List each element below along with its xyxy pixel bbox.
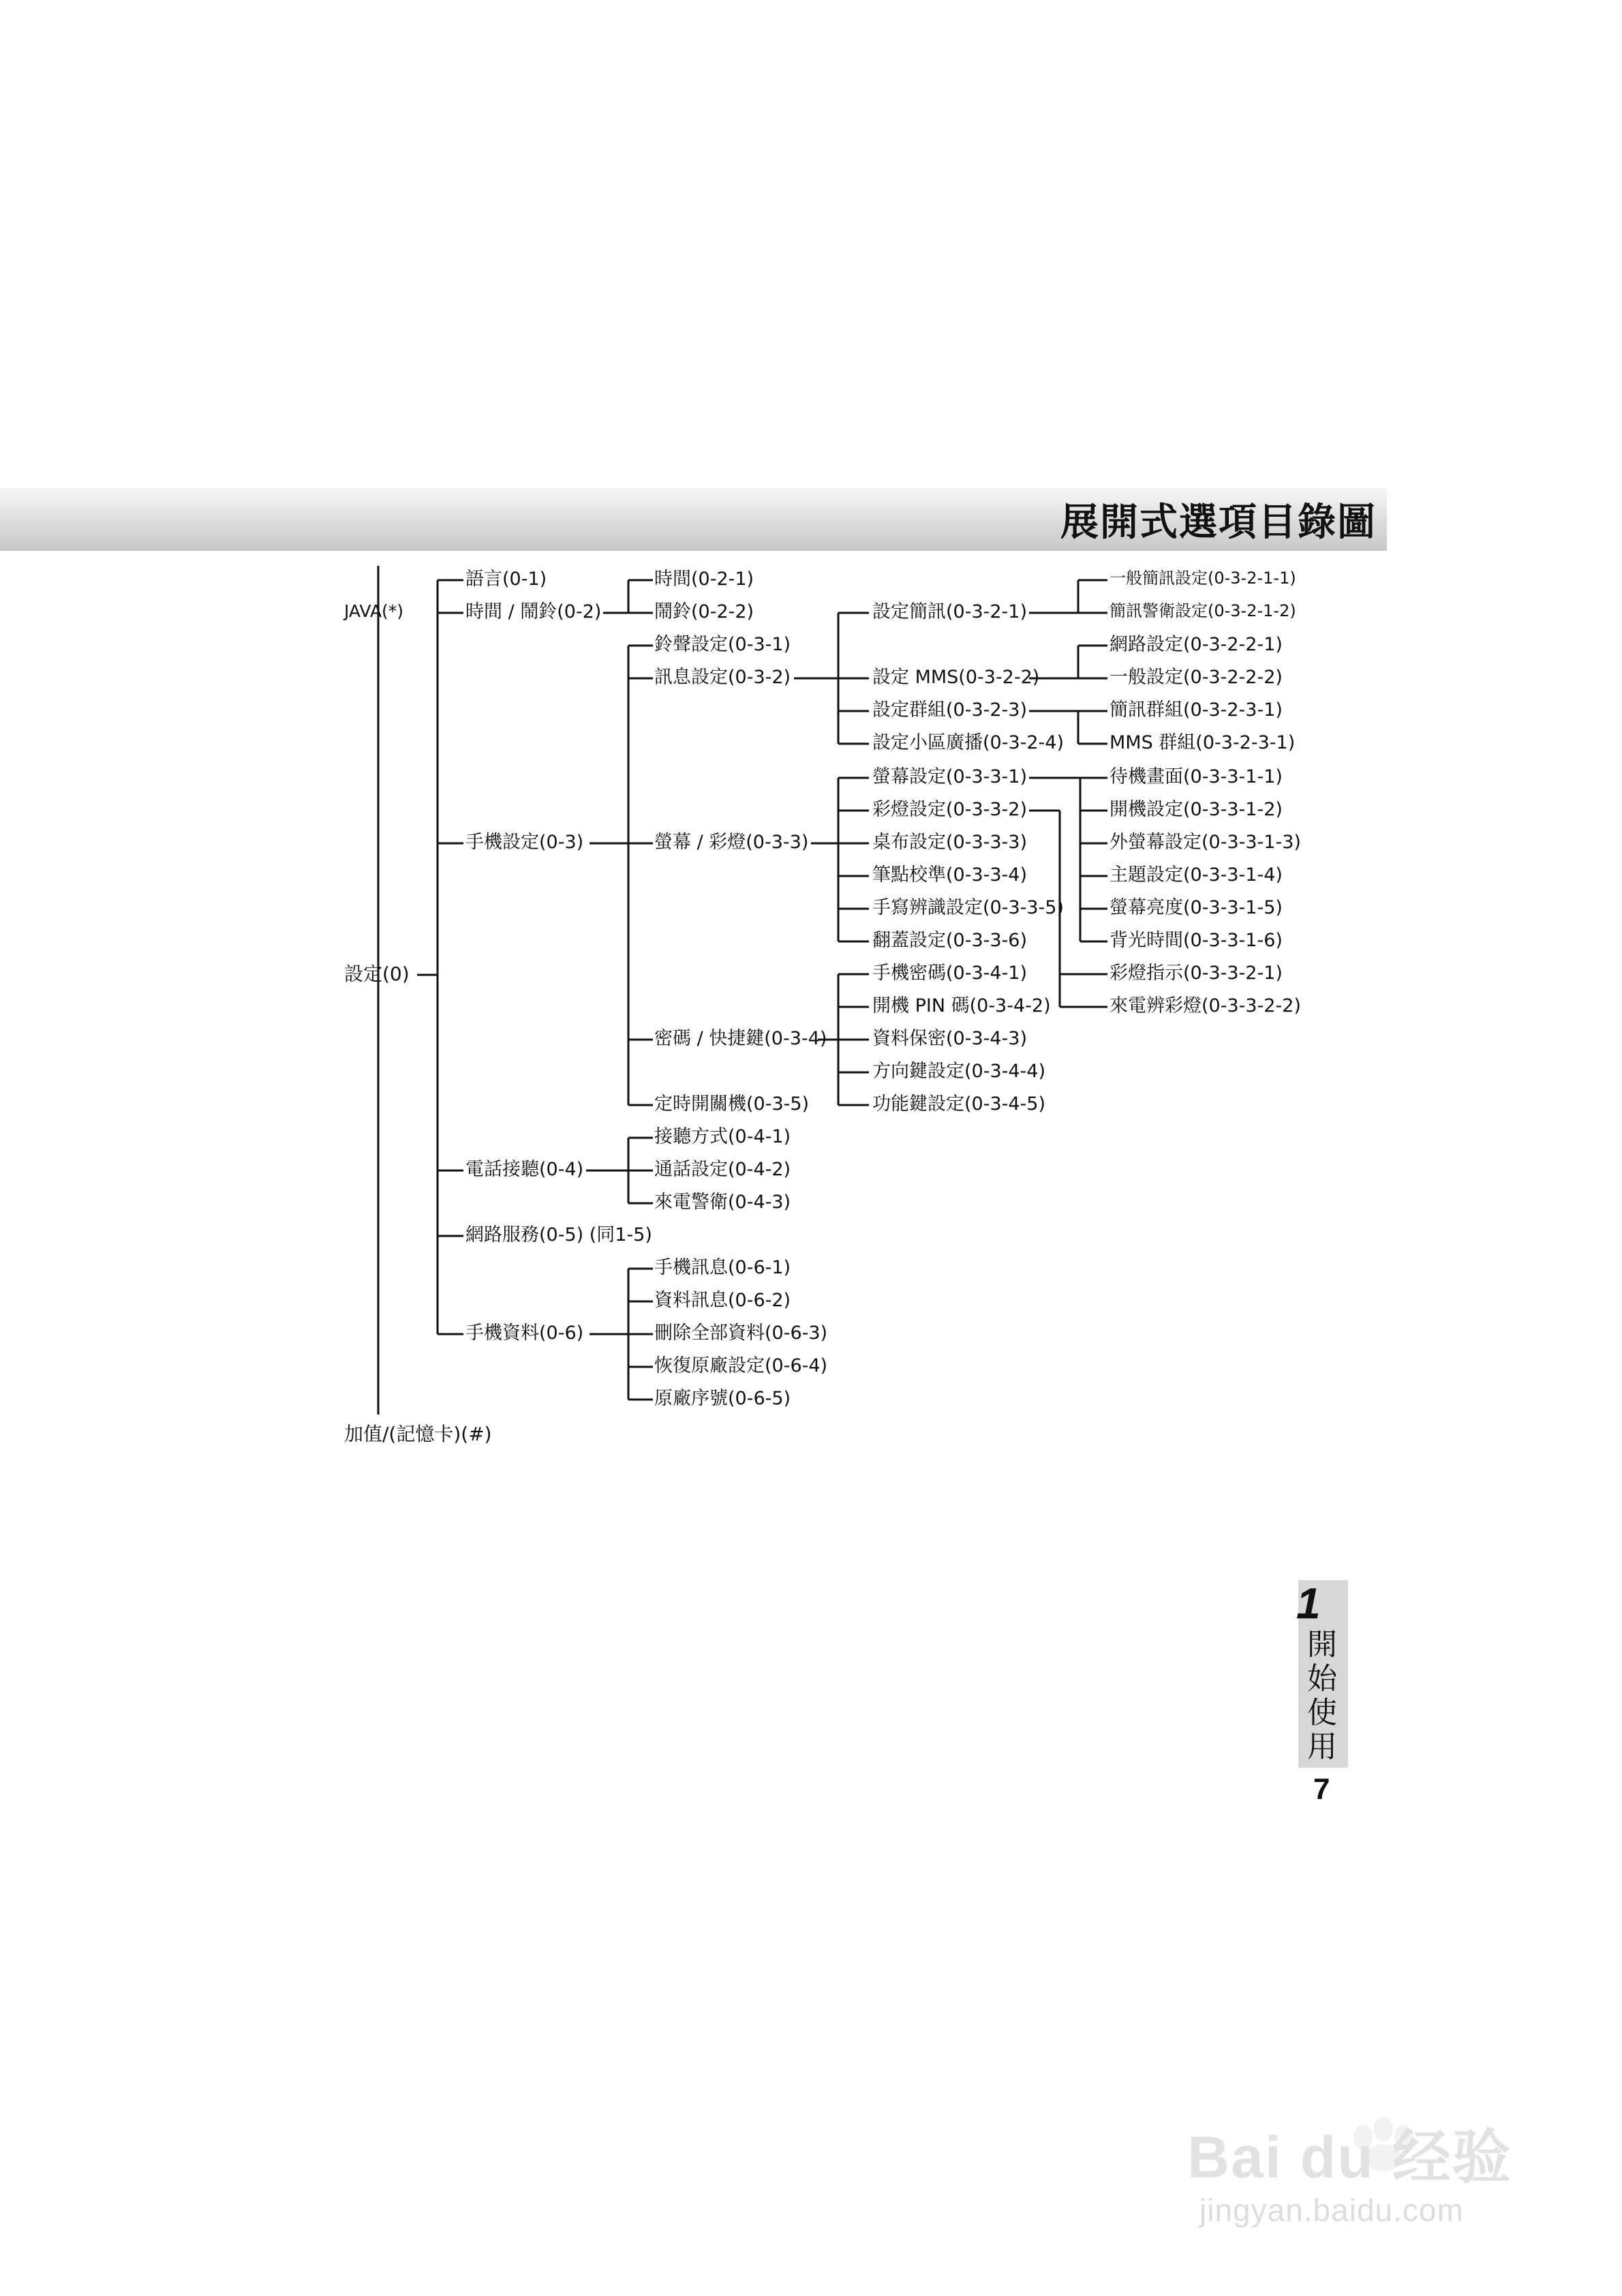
col3-screen-item: 彩燈設定(0-3-3-2) — [872, 799, 1028, 820]
col4-mms-item: 網路設定(0-3-2-2-1) — [1110, 634, 1283, 655]
col2-call-item: 通話設定(0-4-2) — [654, 1159, 791, 1180]
col1-item: 語言(0-1) — [465, 569, 547, 590]
watermark-brand: Bai du 经验 — [1187, 2125, 1512, 2190]
col1-item: 手機設定(0-3) — [465, 832, 584, 853]
col4-sms-item: 一般簡訊設定(0-3-2-1-1) — [1110, 569, 1296, 588]
col3-msg-item: 設定簡訊(0-3-2-1) — [872, 601, 1028, 622]
col4-screen-item: 待機畫面(0-3-3-1-1) — [1110, 766, 1283, 787]
col3-screen-item: 翻蓋設定(0-3-3-6) — [872, 930, 1028, 951]
col3-pw-item: 資料保密(0-3-4-3) — [872, 1028, 1028, 1049]
col2-call-item: 來電警衛(0-4-3) — [654, 1192, 791, 1213]
col3-screen-item: 桌布設定(0-3-3-3) — [872, 832, 1028, 853]
col3-msg-item: 設定群組(0-3-2-3) — [872, 699, 1028, 721]
col1-item: 手機資料(0-6) — [465, 1323, 584, 1344]
col4-screen-item: 開機設定(0-3-3-1-2) — [1110, 799, 1283, 820]
col2-time-item: 時間(0-2-1) — [654, 569, 754, 590]
root-top-label: JAVA(*) — [344, 601, 404, 621]
col2-data-item: 資料訊息(0-6-2) — [654, 1290, 791, 1311]
col2-time-item: 鬧鈴(0-2-2) — [654, 601, 754, 622]
col2-phone-item: 密碼 / 快捷鍵(0-3-4) — [654, 1028, 827, 1049]
col4-screen-item: 外螢幕設定(0-3-3-1-3) — [1110, 832, 1301, 853]
col2-data-item: 恢復原廠設定(0-6-4) — [654, 1355, 828, 1376]
col4-screen-item: 主題設定(0-3-3-1-4) — [1110, 864, 1283, 886]
watermark-url: jingyan.baidu.com — [1199, 2192, 1464, 2228]
col4-group-item: MMS 群組(0-3-2-3-1) — [1110, 732, 1296, 753]
col2-phone-item: 定時開關機(0-3-5) — [654, 1093, 810, 1115]
col1-item: 時間 / 鬧鈴(0-2) — [465, 601, 602, 622]
col4-light-item: 來電辨彩燈(0-3-3-2-2) — [1110, 995, 1301, 1016]
col3-pw-item: 開機 PIN 碼(0-3-4-2) — [872, 995, 1051, 1016]
page-title: 展開式選項目錄圖 — [1060, 500, 1377, 545]
chapter-number: 1 — [1296, 1579, 1321, 1628]
col4-sms-item: 簡訊警衛設定(0-3-2-1-2) — [1110, 601, 1296, 620]
col3-pw-item: 手機密碼(0-3-4-1) — [872, 963, 1028, 984]
col1-item: 電話接聽(0-4) — [465, 1159, 584, 1180]
root-label: 設定(0) — [344, 963, 410, 985]
col3-pw-item: 功能鍵設定(0-3-4-5) — [872, 1093, 1046, 1115]
col2-data-item: 原廠序號(0-6-5) — [654, 1388, 791, 1409]
col4-light-item: 彩燈指示(0-3-3-2-1) — [1110, 963, 1283, 984]
col4-screen-item: 背光時間(0-3-3-1-6) — [1110, 930, 1283, 951]
chapter-title: 開始使用 — [1307, 1627, 1337, 1764]
col2-data-item: 刪除全部資料(0-6-3) — [654, 1323, 828, 1344]
col3-screen-item: 螢幕設定(0-3-3-1) — [872, 766, 1028, 787]
col3-screen-item: 手寫辨識設定(0-3-3-5) — [872, 897, 1065, 918]
page-number: 7 — [1313, 1772, 1330, 1806]
root-bottom-label: 加值/(記憶卡)(#) — [344, 1423, 492, 1445]
col2-data-item: 手機訊息(0-6-1) — [654, 1257, 791, 1278]
col4-group-item: 簡訊群組(0-3-2-3-1) — [1110, 699, 1283, 721]
col3-msg-item: 設定小區廣播(0-3-2-4) — [872, 732, 1065, 753]
col3-pw-item: 方向鍵設定(0-3-4-4) — [872, 1061, 1046, 1082]
col4-screen-item: 螢幕亮度(0-3-3-1-5) — [1110, 897, 1283, 918]
col2-call-item: 接聽方式(0-4-1) — [654, 1126, 791, 1147]
col2-phone-item: 螢幕 / 彩燈(0-3-3) — [654, 832, 809, 853]
col3-screen-item: 筆點校準(0-3-3-4) — [872, 864, 1028, 886]
col3-msg-item: 設定 MMS(0-3-2-2) — [872, 667, 1040, 688]
col2-phone-item: 訊息設定(0-3-2) — [654, 667, 791, 688]
col1-item: 網路服務(0-5) (同1-5) — [465, 1224, 652, 1245]
col2-phone-item: 鈴聲設定(0-3-1) — [654, 634, 791, 655]
col4-mms-item: 一般設定(0-3-2-2-2) — [1110, 667, 1283, 688]
